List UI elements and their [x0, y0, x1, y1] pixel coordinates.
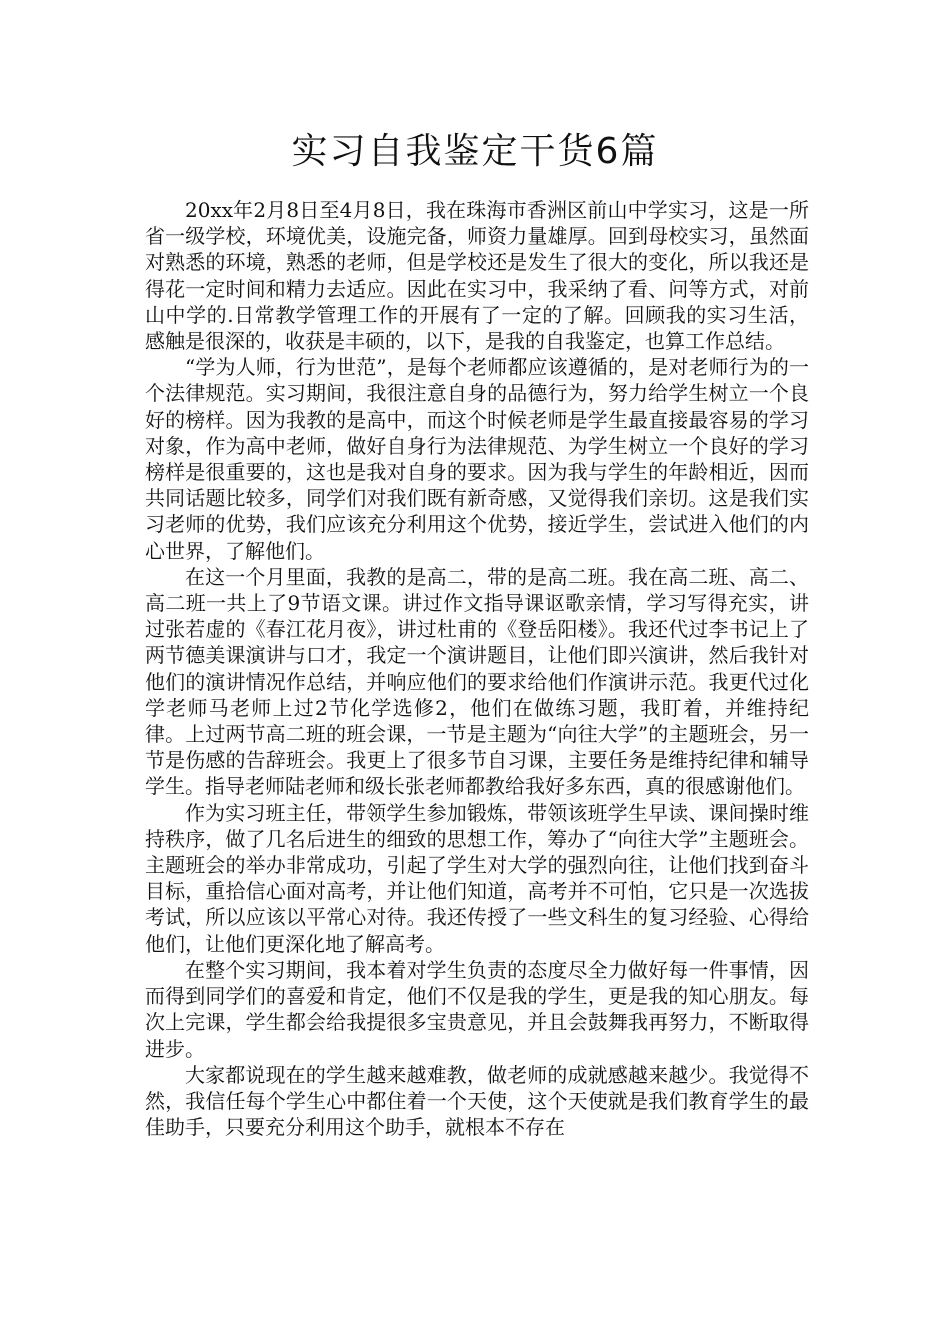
- document-title: 实习自我鉴定干货6篇: [291, 131, 659, 172]
- paragraph-teacher-conduct: “学为人师，行为世范”，是每个老师都应该遵循的，是对老师行为的一个法律规范。实习期间，我很注意自身的品德行为，努力给学生树立一个良好的榜样。因为我教的是高中，而这个时候老师是学生最直接最容易的学习对象，作为高中老师，做好自身行为法律规范、为学生树立一个良好的学习榜样是很重要的，这也是我对自身的要求。因为我与学生的年龄相近，因而共同话题比较多，同学们对我们既有新奇感，又觉得我们亲切。这是我们实习老师的优势，我们应该充分利用这个优势，接近学生，尝试进入他们的内心世界，了解他们。: [145, 355, 809, 563]
- paragraph-teaching-work: 在这一个月里面，我教的是高二，带的是高二班。我在高二班、高二、高二班一共上了9节语文课。讲过作文指导课讴歌亲情，学习写得充实，讲过张若虚的《春江花月夜》，讲过杜甫的《登岳阳楼》。我还代过李书记上了两节德美课演讲与口才，我定一个演讲题目，让他们即兴演讲，然后我针对他们的演讲情况作总结，并响应他们的要求给他们作演讲示范。我更代过化学老师马老师上过2节化学选修2，他们在做练习题，我盯着，并维持纪律。上过两节高二班的班会课，一节是主题为“向往大学”的主题班会，另一节是伤感的告辞班会。我更上了很多节自习课，主要任务是维持纪律和辅导学生。指导老师陆老师和级长张老师都教给我好多东西，真的很感谢他们。: [145, 564, 809, 799]
- paragraph-student-relations: 在整个实习期间，我本着对学生负责的态度尽全力做好每一件事情，因而得到同学们的喜爱和肯定，他们不仅是我的学生，更是我的知心朋友。每次上完课，学生都会给我提很多宝贵意见，并且会鼓舞我再努力，不断取得进步。: [145, 957, 809, 1061]
- paragraph-internship-overview: 20xx年2月8日至4月8日，我在珠海市香洲区前山中学实习，这是一所省一级学校，环境优美，设施完备，师资力量雄厚。回到母校实习，虽然面对熟悉的环境，熟悉的老师，但是学校还是发生了很大的变化，所以我还是得花一定时间和精力去适应。因此在实习中，我采纳了看、问等方式，对前山中学的.日常教学管理工作的开展有了一定的了解。回顾我的实习生活，感触是很深的，收获是丰硕的，以下，是我的自我鉴定，也算工作总结。: [145, 198, 809, 354]
- paragraph-reflection: 大家都说现在的学生越来越难教，做老师的成就感越来越少。我觉得不然，我信任每个学生心中都住着一个天使，这个天使就是我们教育学生的最佳助手，只要充分利用这个助手，就根本不存在: [145, 1062, 809, 1140]
- document-body: [145, 197, 809, 1140]
- paragraph-class-advisor: 作为实习班主任，带领学生参加锻炼，带领该班学生早读、课间操时维持秩序，做了几名后进生的细致的思想工作，筹办了“向往大学”主题班会。主题班会的举办非常成功，引起了学生对大学的强烈向往，让他们找到奋斗目标，重拾信心面对高考，并让他们知道，高考并不可怕，它只是一次选拔考试，所以应该以平常心对待。我还传授了一些文科生的复习经验、心得给他们，让他们更深化地了解高考。: [145, 800, 809, 956]
